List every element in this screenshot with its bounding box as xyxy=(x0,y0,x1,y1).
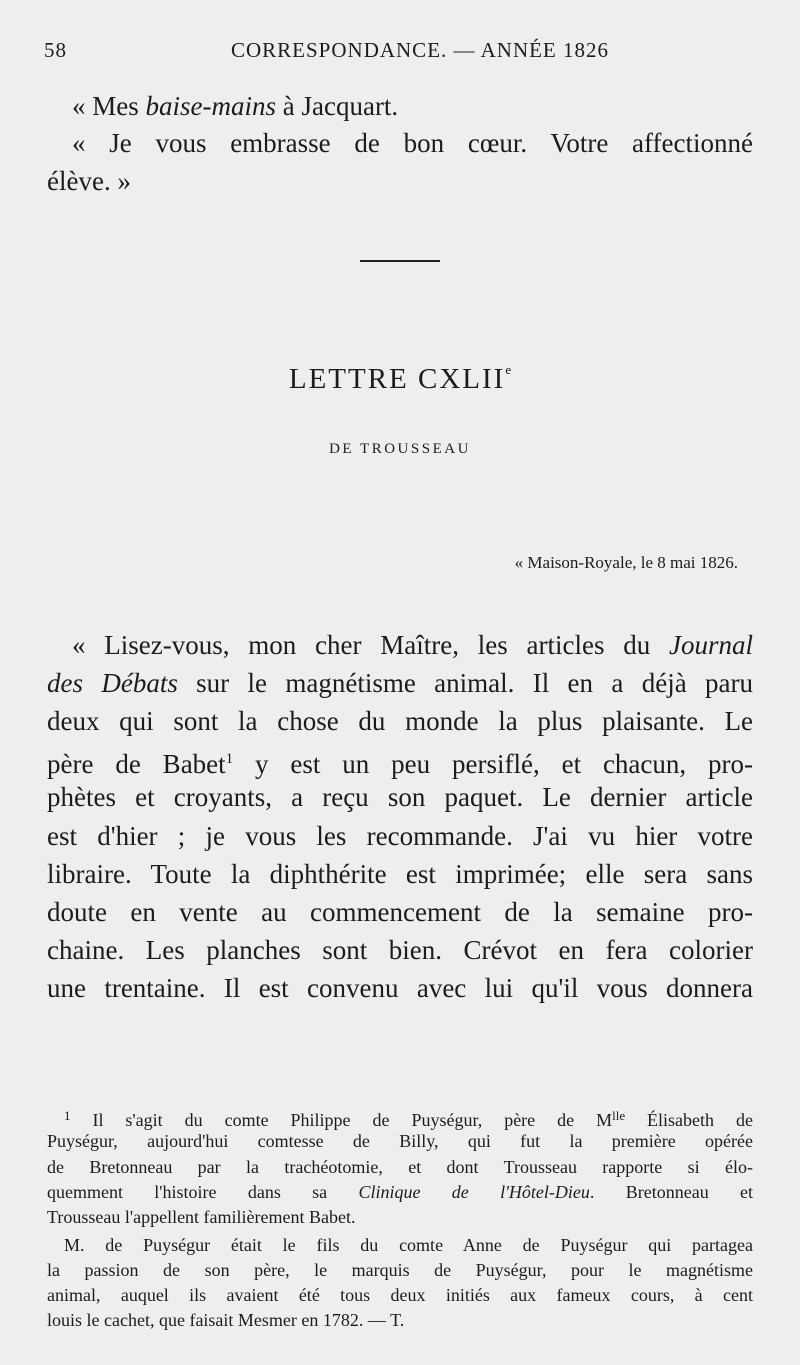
body-line-8: doute en vente au commencement de la semaine pro- xyxy=(47,897,753,927)
body-line-3: deux qui sont la chose du monde la plus plaisante. Le xyxy=(47,706,753,736)
letter-dateline: « Maison-Royale, le 8 mai 1826. xyxy=(514,553,738,572)
footnote-line-8: animal, auquel ils avaient été tous deux initiés aux fameux cours, à cent xyxy=(47,1285,753,1305)
closing-line-1: « Mes baise-mains à Jacquart. xyxy=(72,91,399,121)
footnote-line-4: quemment l'histoire dans sa Clinique de l'Hôtel-Dieu. Bretonneau et xyxy=(47,1182,753,1202)
footnote-line-3: de Bretonneau par la trachéotomie, et dont Trousseau rapporte si élo- xyxy=(47,1157,753,1177)
page-header xyxy=(44,38,756,68)
footnote-ref: 1 xyxy=(225,751,234,767)
letter-author: DE TROUSSEAU xyxy=(329,441,471,457)
running-title: CORRESPONDANCE. — ANNÉE 1826 xyxy=(230,38,610,62)
footnote-line-1: $^1$ Il s'agit du comte Philippe de Puységur, père de M$^{lle}$ Élisabeth de xyxy=(64,1108,753,1130)
section-divider xyxy=(360,260,440,262)
body-line-5: phètes et croyants, a reçu son paquet. Le dernier article xyxy=(47,782,753,812)
page-number: 58 xyxy=(44,38,67,62)
footnote-line-7: la passion de son père, le marquis de Puységur, pour le magnétisme xyxy=(47,1260,753,1280)
body-line-9: chaine. Les planches sont bien. Crévot en fera colorier xyxy=(47,935,753,965)
letter-title: LETTRE CXLIIe xyxy=(288,362,512,395)
body-line-6: est d'hier ; je vous les recommande. J'ai vu hier votre xyxy=(47,821,753,851)
body-line-4: père de Babet$^1$ y est un peu persiflé, et chacun, pro- xyxy=(47,749,754,779)
footnote-marker: 1 xyxy=(64,1108,71,1123)
footnote-line-2: Puységur, aujourd'hui comtesse de Billy, qui fut la première opérée xyxy=(47,1131,753,1151)
body-line-1: « Lisez-vous, mon cher Maître, les articles du Journal xyxy=(72,630,753,660)
footnote-line-9: louis le cachet, que faisait Mesmer en 1782. — T. xyxy=(47,1310,405,1330)
closing-line-2: « Je vous embrasse de bon cœur. Votre affectionné xyxy=(72,128,753,158)
body-line-10: une trentaine. Il est convenu avec lui qu'il vous donnera xyxy=(47,973,753,1003)
body-line-7: libraire. Toute la diphthérite est imprimée; elle sera sans xyxy=(47,859,753,889)
footnote-line-5: Trousseau l'appellent familièrement Babet. xyxy=(47,1207,356,1227)
closing-line-3: élève. » xyxy=(47,166,131,196)
body-line-2: des Débats sur le magnétisme animal. Il en a déjà paru xyxy=(47,668,753,698)
footnote-line-6: M. de Puységur était le fils du comte Anne de Puységur qui partagea xyxy=(64,1235,753,1255)
